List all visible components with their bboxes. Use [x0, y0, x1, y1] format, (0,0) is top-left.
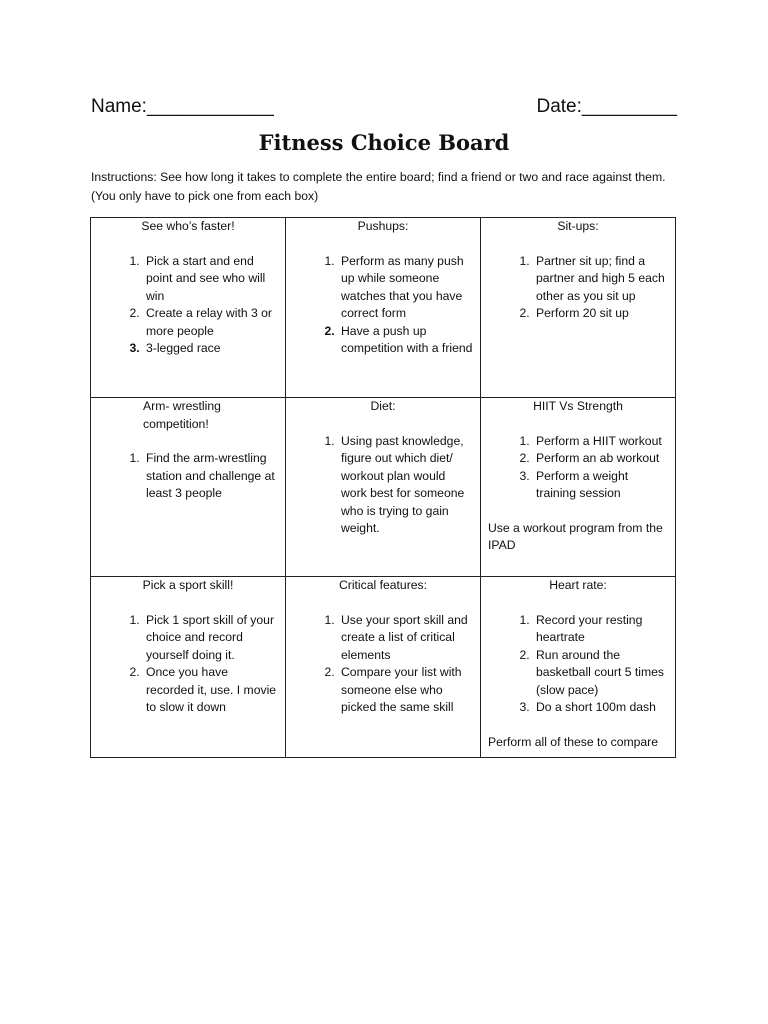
cell-title: Pushups: [357, 219, 409, 233]
cell-title: Diet: [370, 399, 396, 413]
list-item: 2. Compare your list with someone else who picked the same skill [338, 664, 474, 717]
board-cell-fastest [91, 218, 286, 398]
list-item: 2. Create a relay with 3 or more people [143, 305, 279, 340]
cell-title: Critical features: [338, 578, 428, 592]
choice-board [90, 217, 676, 758]
list-item: 3. 3-legged race [143, 340, 279, 358]
instructions: Instructions: See how long it takes to complete the entire board; find a friend or two and race against them. (You only have to pick one from each box) [91, 170, 666, 203]
cell-list [487, 433, 669, 503]
board-cell-sport-skill [91, 577, 286, 758]
cell-list [487, 612, 669, 717]
board-cell-diet [286, 398, 481, 577]
cell-list [292, 612, 474, 717]
cell-title: See who’s faster! [141, 219, 235, 233]
list-item: 1. Find the arm-wrestling station and challenge at least 3 people [143, 450, 279, 503]
cell-title: Sit-ups: [557, 219, 599, 233]
list-item: 1. Partner sit up; find a partner and high 5 each other as you sit up [533, 253, 669, 306]
header [91, 94, 677, 120]
cell-list [292, 433, 474, 538]
list-item: 1. Perform as many push up while someone watches that you have correct form [338, 253, 474, 323]
board-cell-heart-rate [481, 577, 676, 758]
cell-note: Perform all of these to compare [488, 734, 659, 749]
cell-title: Arm- wrestling competition! [143, 399, 221, 431]
board-cell-pushups [286, 218, 481, 398]
cell-title: Pick a sport skill! [142, 578, 234, 592]
board-row [91, 218, 676, 398]
page-title: Fitness Choice Board [258, 130, 510, 155]
board-cell-critical-features [286, 577, 481, 758]
board-cell-situps [481, 218, 676, 398]
list-item: 1. Pick a start and end point and see who will win [143, 253, 279, 306]
list-item: 3. Perform a weight training session [533, 468, 669, 503]
list-item: 1. Use your sport skill and create a list of critical elements [338, 612, 474, 665]
board-row [91, 577, 676, 758]
cell-title: HIIT Vs Strength [533, 399, 623, 413]
list-item: 2. Once you have recorded it, use. I movie to slow it down [143, 664, 279, 717]
cell-list [97, 612, 279, 717]
list-item: 1. Record your resting heartrate [533, 612, 669, 647]
list-item: 1. Perform a HIIT workout [533, 433, 669, 451]
list-item: 3. Do a short 100m dash [533, 699, 669, 717]
cell-list [97, 253, 279, 358]
board-cell-arm-wrestling [91, 398, 286, 577]
cell-note: Use a workout program from the IPAD [488, 520, 663, 552]
list-item: 2. Perform an ab workout [533, 450, 669, 468]
list-item: 2. Run around the basketball court 5 times (slow pace) [533, 647, 669, 700]
list-item: 2. Have a push up competition with a friend [338, 323, 474, 358]
date-field-label: Date:_________ [536, 96, 677, 117]
cell-title: Heart rate: [549, 578, 607, 592]
cell-list [487, 253, 669, 323]
board-cell-hiit [481, 398, 676, 577]
board-row [91, 398, 676, 577]
cell-list [292, 253, 474, 358]
cell-list [97, 450, 279, 503]
list-item: 1. Pick 1 sport skill of your choice and record yourself doing it. [143, 612, 279, 665]
list-item: 1. Using past knowledge, figure out which diet/ workout plan would work best for someone who is trying to gain weight. [338, 433, 474, 538]
list-item: 2. Perform 20 sit up [533, 305, 669, 323]
name-field-label: Name:____________ [91, 96, 274, 117]
